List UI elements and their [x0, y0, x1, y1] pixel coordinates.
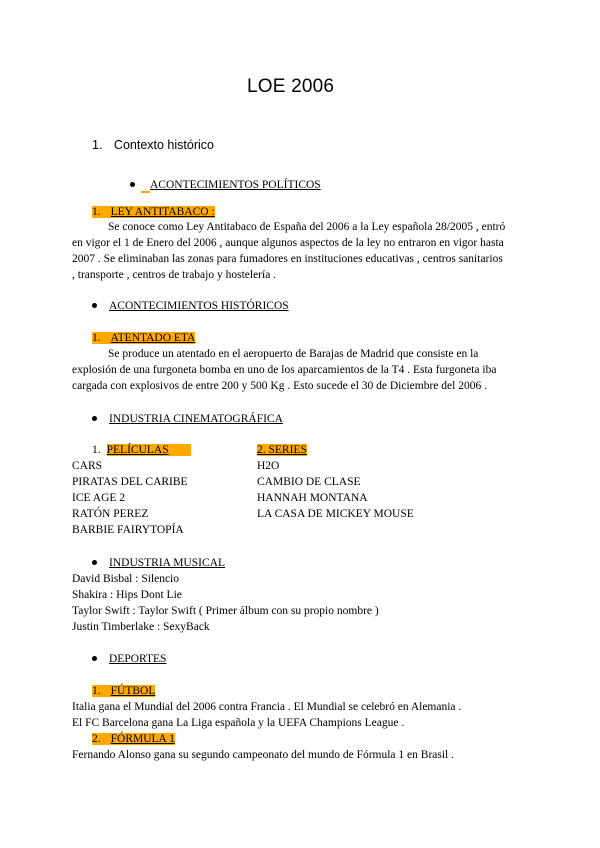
music-item: Shakira : Hips Dont Lie — [72, 589, 182, 601]
subheading-number: 1. — [92, 444, 101, 456]
subheading-label: FÚTBOL — [110, 685, 156, 697]
paragraph-line: , transporte , centros de trabajo y hostelería . — [72, 269, 277, 281]
music-item: Justin Timberlake : SexyBack — [72, 621, 210, 633]
bullet-icon — [92, 303, 97, 308]
bullet-heading-musica — [92, 555, 225, 571]
series-item: LA CASA DE MICKEY MOUSE — [257, 508, 414, 520]
paragraph-line: 2007 . Se eliminaban las zonas para fumadores en instituciones educativas , centros sanitarios — [72, 253, 503, 265]
heading-text: INDUSTRIA MUSICAL — [109, 557, 225, 569]
subheading-label: 2. SERIES — [257, 444, 307, 456]
paragraph-line: Se produce un atentado en el aeropuerto de Barajas de Madrid que consiste en la — [108, 348, 479, 360]
subheading-futbol — [92, 683, 155, 699]
subheading-atentado-eta — [92, 330, 195, 346]
paragraph-line: Fernando Alonso gana su segundo campeonato del mundo de Fórmula 1 en Brasil . — [72, 749, 454, 761]
movie-item: RATÓN PEREZ — [72, 508, 149, 520]
paragraph-line: Italia gana el Mundial del 2006 contra Francia . El Mundial se celebró en Alemania . — [72, 701, 462, 713]
subheading-formula1 — [92, 731, 175, 747]
bullet-heading-deportes — [92, 651, 166, 667]
subheading-highlight — [92, 685, 155, 697]
paragraph-line: en vigor el 1 de Enero del 2006 , aunque algunos aspectos de la ley no entraron en vigor hasta — [72, 237, 504, 249]
section-heading — [92, 138, 214, 152]
movie-item: BARBIE FAIRYTOPÍA — [72, 524, 184, 536]
subheading-series — [257, 442, 307, 458]
subheading-number: 1. — [92, 206, 101, 218]
subheading-peliculas — [92, 442, 191, 458]
subheading-label: PELÍCULAS — [106, 444, 169, 456]
bullet-icon — [92, 656, 97, 661]
subheading-number: 2. — [92, 733, 101, 745]
music-item: Taylor Swift : Taylor Swift ( Primer álbum con su propio nombre ) — [72, 605, 379, 617]
subheading-highlight — [107, 444, 191, 456]
subheading-number: 1. — [92, 685, 101, 697]
series-item: HANNAH MONTANA — [257, 492, 368, 504]
bullet-icon — [92, 560, 97, 565]
subheading-label: ATENTADO ETA — [110, 332, 196, 344]
heading-text: ACONTECIMIENTOS POLÍTICOS — [150, 179, 321, 191]
section-label: Contexto histórico — [113, 138, 214, 152]
paragraph-line: Se conoce como Ley Antitabaco de España del 2006 a la Ley española 28/2005 , entró — [108, 221, 506, 233]
movie-item: PIRATAS DEL CARIBE — [72, 476, 188, 488]
heading-text: INDUSTRIA CINEMATOGRÁFICA — [109, 413, 283, 425]
subheading-ley-antitabaco — [92, 204, 215, 220]
series-item: CAMBIO DE CLASE — [257, 476, 361, 488]
subheading-number: 1. — [92, 332, 101, 344]
subheading-label: FÓRMULA 1 — [110, 733, 175, 745]
movie-item: ICE AGE 2 — [72, 492, 126, 504]
section-number: 1. — [92, 138, 103, 152]
subheading-highlight — [92, 206, 215, 218]
paragraph-line: cargada con explosivos de entre 200 y 500 Kg . Esto sucede el 30 de Diciembre del 2006 . — [72, 380, 487, 392]
music-item: David Bisbal : Silencio — [72, 573, 180, 585]
paragraph-line: explosión de una furgoneta bomba en uno de los aparcamientos de la T4 . Esta furgoneta iba — [72, 364, 497, 376]
subheading-highlight — [92, 332, 195, 344]
heading-text: DEPORTES — [109, 653, 167, 665]
bullet-heading-cine — [92, 411, 283, 427]
heading-text: ACONTECIMIENTOS HISTÓRICOS — [109, 300, 289, 312]
subheading-highlight — [92, 733, 175, 745]
movie-item: CARS — [72, 460, 103, 472]
bullet-icon — [130, 182, 135, 187]
paragraph-line: El FC Barcelona gana La Liga española y la UEFA Champions League . — [72, 717, 405, 729]
bullet-heading-historicos — [92, 298, 289, 314]
subheading-label: LEY ANTITABACO : — [110, 206, 215, 218]
bullet-heading-politicos — [130, 177, 321, 193]
subheading-highlight — [257, 444, 307, 456]
document-title: LOE 2006 — [247, 76, 335, 97]
series-item: H2O — [257, 460, 280, 472]
highlight-mark — [141, 191, 150, 193]
bullet-icon — [92, 416, 97, 421]
